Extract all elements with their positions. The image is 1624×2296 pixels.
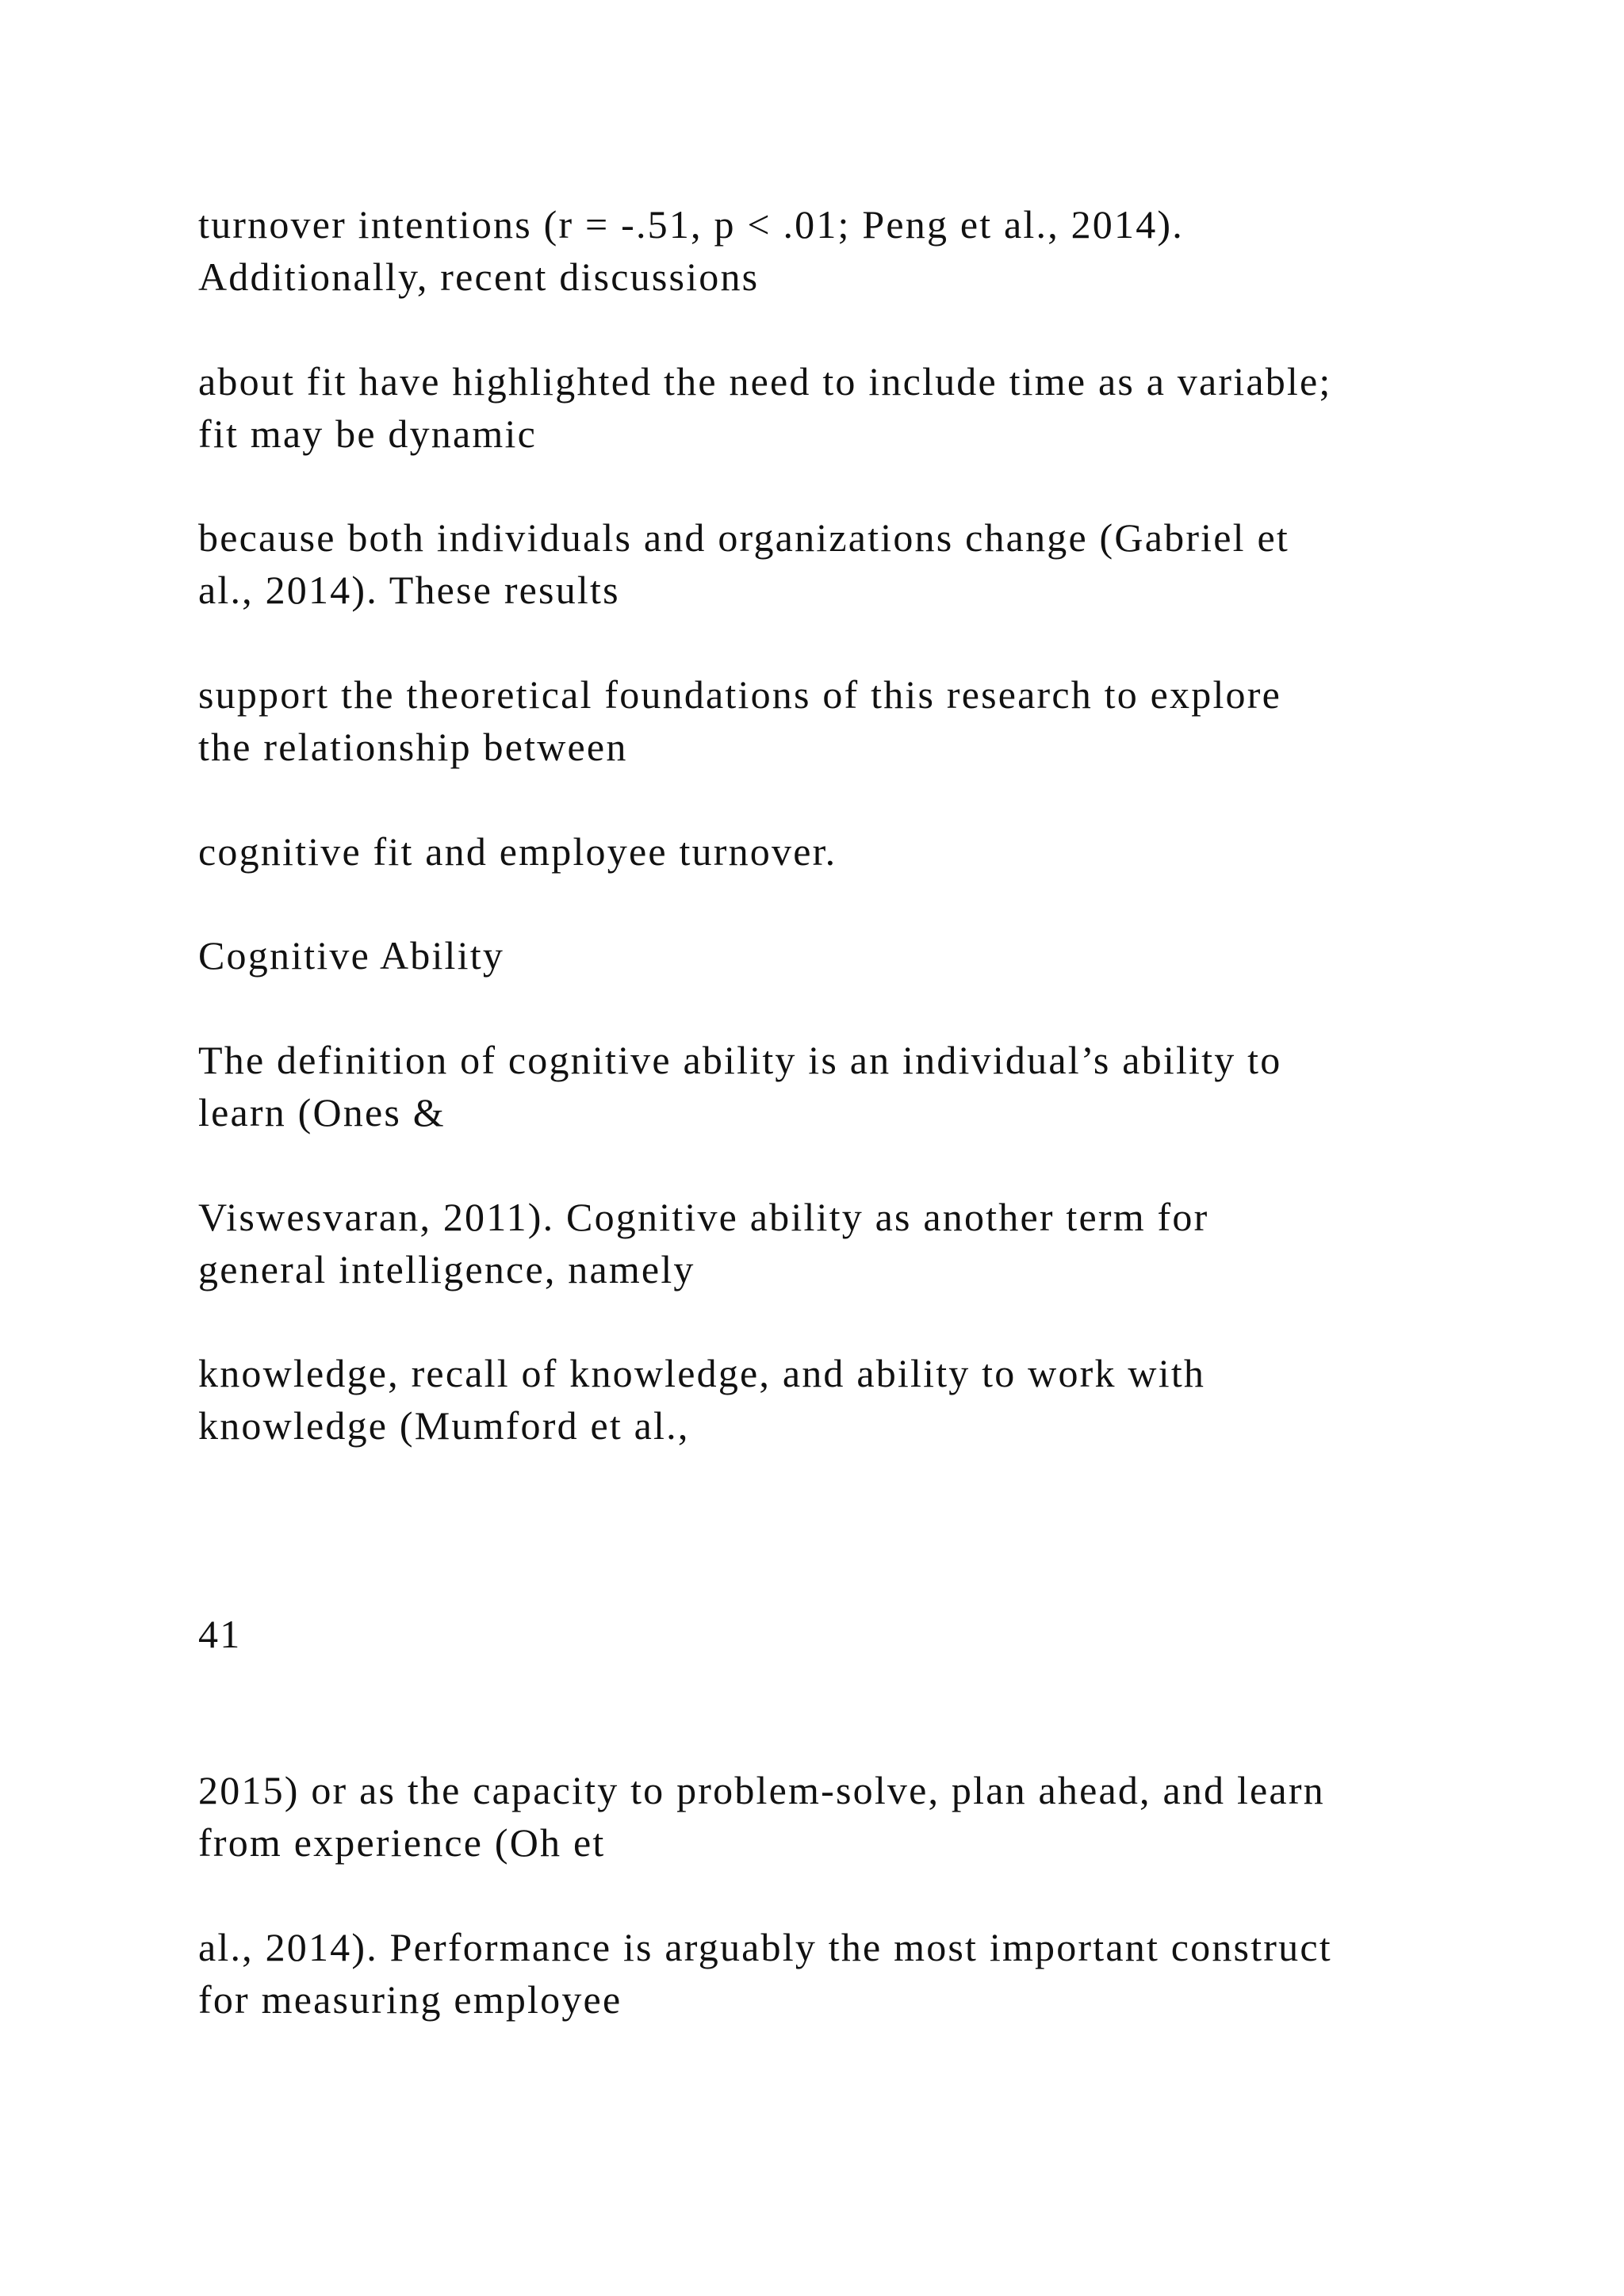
- text-line: because both individuals and organizations change (Gabriel et: [198, 515, 1289, 560]
- paragraph-organizations-change: [198, 511, 1507, 616]
- text-line: cognitive fit and employee turnover.: [198, 829, 837, 874]
- text-line: fit may be dynamic: [198, 411, 537, 456]
- paragraph-capacity-problem-solve: [198, 1764, 1507, 1869]
- paragraph-turnover-intentions: [198, 198, 1507, 303]
- text-line: knowledge (Mumford et al.,: [198, 1403, 690, 1448]
- paragraph-fit-time: [198, 355, 1507, 460]
- text-line: al., 2014). These results: [198, 568, 620, 612]
- paragraph-cognitive-fit: [198, 825, 1507, 878]
- text-line: Viswesvaran, 2011). Cognitive ability as another term for: [198, 1195, 1209, 1239]
- text-line: general intelligence, namely: [198, 1247, 695, 1292]
- paragraph-theoretical-foundations: [198, 668, 1507, 773]
- text-line: learn (Ones &: [198, 1090, 446, 1135]
- paragraph-definition: [198, 1034, 1507, 1138]
- text-line: Additionally, recent discussions: [198, 254, 760, 299]
- text-line: knowledge, recall of knowledge, and ability to work with: [198, 1351, 1206, 1395]
- text-line: 2015) or as the capacity to problem-solve, plan ahead, and learn: [198, 1768, 1325, 1812]
- text-line: about fit have highlighted the need to include time as a variable;: [198, 359, 1332, 404]
- text-line: support the theoretical foundations of this research to explore: [198, 672, 1281, 717]
- page-number: 41: [198, 1612, 242, 1656]
- text-line: the relationship between: [198, 725, 628, 769]
- section-heading-cognitive-ability: Cognitive Ability: [198, 933, 505, 978]
- paragraph-general-intelligence: [198, 1191, 1507, 1295]
- text-line: al., 2014). Performance is arguably the most important construct: [198, 1925, 1332, 1969]
- text-line: The definition of cognitive ability is an individual’s ability to: [198, 1038, 1282, 1082]
- text-line: from experience (Oh et: [198, 1820, 606, 1865]
- text-line: for measuring employee: [198, 1977, 622, 2022]
- paragraph-knowledge: [198, 1347, 1507, 1452]
- paragraph-performance: [198, 1921, 1507, 2026]
- text-line: turnover intentions (r = -.51, p < .01; Peng et al., 2014).: [198, 202, 1184, 247]
